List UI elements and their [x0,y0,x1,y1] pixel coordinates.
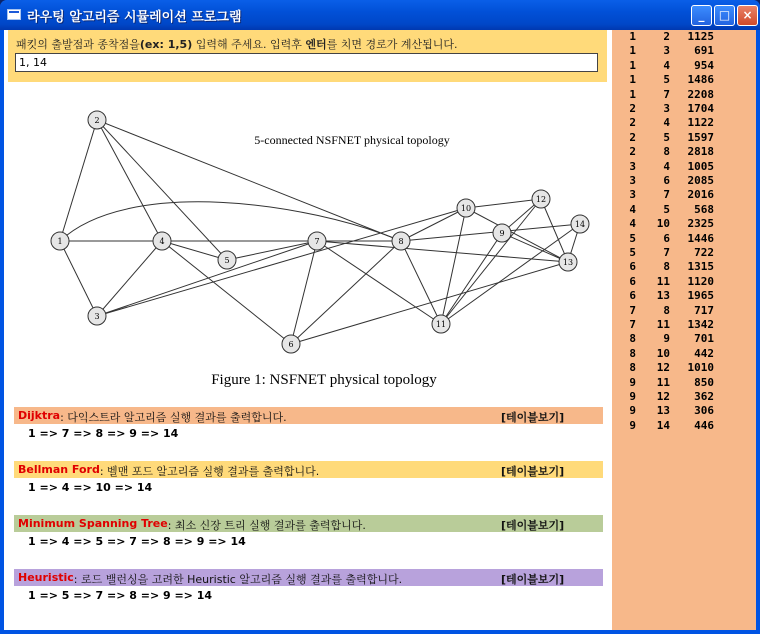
link-cost-row [612,160,756,174]
topology-link [317,241,441,324]
link-cost: 2016 [687,188,714,202]
node-label: 12 [535,195,547,204]
link-source: 3 [629,174,636,187]
link-cost-row [612,419,756,433]
link-cost: 954 [694,58,714,72]
link-target: 5 [663,130,670,144]
topology-link [317,241,568,262]
algorithm-header [14,461,603,478]
link-cost-row [612,390,756,404]
topology-link [466,199,541,208]
link-target: 3 [663,102,670,115]
topology-link [227,241,317,260]
link-source: 5 [629,246,636,259]
link-cost-row [612,174,756,188]
link-source: 1 [629,73,636,87]
link-source: 4 [629,217,636,231]
topology-link [291,241,317,344]
link-source: 1 [629,30,636,43]
algorithm-result-path: 1 => 7 => 8 => 9 => 14 [28,427,179,440]
link-cost-row [612,260,756,274]
link-cost: 2085 [687,174,714,187]
algorithm-result-path: 1 => 4 => 5 => 7 => 8 => 9 => 14 [28,535,246,548]
topology-link [162,241,227,260]
topology-link [441,224,580,324]
link-target: 7 [663,246,670,259]
link-target: 13 [656,404,670,418]
algorithm-name: Minimum Spanning Tree [18,517,168,530]
link-cost-row [612,347,756,361]
link-target: 14 [656,418,670,432]
link-target: 4 [663,58,670,72]
link-target: 8 [663,260,670,274]
topology-link [60,202,401,241]
link-target: 9 [663,332,670,346]
algorithm-header [14,569,603,586]
topology-link [466,208,568,262]
link-target: 3 [663,44,670,58]
algorithm-result-path: 1 => 5 => 7 => 8 => 9 => 14 [28,589,213,602]
link-target: 13 [656,289,670,303]
link-target: 8 [663,145,670,159]
link-cost: 722 [694,246,714,259]
link-cost: 1005 [687,159,714,173]
topology-link [441,208,466,324]
link-cost-row [612,275,756,289]
route-input[interactable] [15,53,598,72]
link-cost: 1122 [687,116,714,130]
link-source: 2 [629,102,636,115]
link-cost-row [612,145,756,159]
link-target: 7 [663,87,670,101]
link-cost-row [612,30,756,44]
link-cost: 717 [694,303,714,317]
view-table-button[interactable]: [테이블보기] [501,519,565,532]
link-cost: 1125 [687,30,714,43]
link-cost-row [612,246,756,260]
topology-link [401,241,441,324]
link-cost-row [612,332,756,346]
maximize-button[interactable]: □ [714,5,735,26]
link-cost-row [612,404,756,418]
node-label: 9 [499,229,505,238]
link-cost: 1342 [687,318,714,331]
link-source: 2 [629,145,636,159]
link-cost: 1120 [687,274,714,288]
algorithm-header [14,515,603,532]
link-source: 9 [629,375,636,389]
algorithm-result-path: 1 => 4 => 10 => 14 [28,481,153,494]
link-target: 5 [663,73,670,87]
topology-link [291,241,401,344]
link-cost-row [612,131,756,145]
link-target: 8 [663,303,670,317]
link-target: 4 [663,159,670,173]
node-label: 7 [314,237,320,246]
link-source: 7 [629,303,636,317]
algorithm-description: : 최소 신장 트리 실행 결과를 출력합니다. [167,519,366,532]
link-source: 9 [629,418,636,432]
algorithm-description: : 벨맨 포드 알고리즘 실행 결과를 출력합니다. [99,465,320,478]
link-cost: 442 [694,346,714,360]
link-cost-row [612,318,756,332]
link-cost-row [612,232,756,246]
node-label: 10 [460,204,472,213]
topology-link [60,241,97,316]
link-cost-row [612,88,756,102]
link-cost: 306 [694,404,714,418]
link-cost-row [612,304,756,318]
link-target: 12 [656,390,670,403]
algorithm-name: Heuristic [18,571,74,584]
topology-link [441,233,502,324]
link-target: 2 [663,30,670,43]
link-source: 6 [629,274,636,288]
link-source: 8 [629,332,636,346]
graph-caption: Figure 1: NSFNET physical topology [211,372,437,388]
topology-link [541,199,568,262]
node-label: 3 [94,312,100,321]
view-table-button[interactable]: [테이블보기] [501,573,565,586]
link-source: 2 [629,116,636,130]
node-label: 4 [159,237,165,246]
link-source: 6 [629,260,636,274]
link-source: 8 [629,346,636,360]
app-icon [7,9,21,20]
input-instruction: 패킷의 출발점과 종착점을(ex: 1,5) 입력해 주세요. 입력후 엔터를 치면 경로가 계산됩니다. [16,38,458,51]
link-target: 11 [656,274,670,288]
input-panel [8,30,607,82]
link-target: 7 [663,188,670,202]
link-cost-row [612,217,756,231]
node-label: 11 [435,320,447,329]
link-cost-row [612,376,756,390]
link-target: 10 [656,346,670,360]
graph-title: 5-connected NSFNET physical topology [254,133,450,147]
link-cost: 1486 [687,73,714,87]
link-cost: 362 [694,390,714,403]
link-source: 4 [629,202,636,216]
node-label: 5 [224,256,230,265]
algorithm-description: : 다익스트라 알고리즘 실행 결과를 출력합니다. [60,411,287,424]
title-bar[interactable] [0,0,760,30]
link-cost-row [612,59,756,73]
topology-svg [8,82,607,405]
link-cost-table [612,30,756,630]
link-source: 3 [629,188,636,202]
link-target: 6 [663,174,670,187]
link-cost: 850 [694,375,714,389]
link-target: 12 [656,361,670,375]
link-cost: 2818 [687,145,714,159]
link-cost-row [612,73,756,87]
link-cost-row [612,44,756,58]
topology-link [97,120,162,241]
topology-link [441,199,541,324]
link-cost: 1446 [687,231,714,245]
node-label: 1 [57,237,63,246]
link-source: 2 [629,130,636,144]
link-target: 11 [656,318,670,331]
link-source: 1 [629,44,636,58]
link-cost-row [612,203,756,217]
link-target: 10 [656,217,670,231]
algorithm-name: Bellman Ford [18,463,100,476]
link-cost: 1704 [687,102,714,115]
close-button[interactable]: × [737,5,758,26]
link-source: 6 [629,289,636,303]
client-area [4,30,756,630]
link-cost: 1597 [687,130,714,144]
link-source: 1 [629,58,636,72]
link-cost-row [612,102,756,116]
link-cost: 1965 [687,289,714,303]
link-cost-row [612,116,756,130]
link-cost: 568 [694,202,714,216]
algorithm-header [14,407,603,424]
link-cost: 2325 [687,217,714,231]
view-table-button[interactable]: [테이블보기] [501,411,565,424]
link-cost: 446 [694,418,714,432]
node-label: 6 [288,340,294,349]
link-cost: 1010 [687,361,714,375]
link-cost: 691 [694,44,714,58]
link-target: 6 [663,231,670,245]
link-source: 3 [629,159,636,173]
link-source: 7 [629,318,636,331]
algorithm-description: : 로드 밸런싱을 고려한 Heuristic 알고리즘 실행 결과를 출력합니다. [73,573,403,586]
topology-link [291,262,568,344]
node-label: 13 [562,258,574,267]
algorithm-name: Dijktra [18,409,61,422]
link-target: 4 [663,116,670,130]
link-cost: 701 [694,332,714,346]
link-source: 9 [629,404,636,418]
view-table-button[interactable]: [테이블보기] [501,465,565,478]
link-source: 9 [629,390,636,403]
topology-link [60,120,97,241]
link-cost-row [612,188,756,202]
link-source: 5 [629,231,636,245]
link-target: 11 [656,375,670,389]
link-cost: 2208 [687,87,714,101]
node-label: 14 [574,220,586,229]
link-cost: 1315 [687,260,714,274]
link-source: 1 [629,87,636,101]
link-cost-row [612,289,756,303]
link-cost-row [612,361,756,375]
link-target: 5 [663,202,670,216]
window-title: 라우팅 알고리즘 시뮬레이션 프로그램 [27,10,242,25]
node-label: 8 [398,237,404,246]
node-label: 2 [94,116,100,125]
link-source: 8 [629,361,636,375]
topology-graph [8,82,607,405]
minimize-button[interactable]: _ [691,5,712,26]
